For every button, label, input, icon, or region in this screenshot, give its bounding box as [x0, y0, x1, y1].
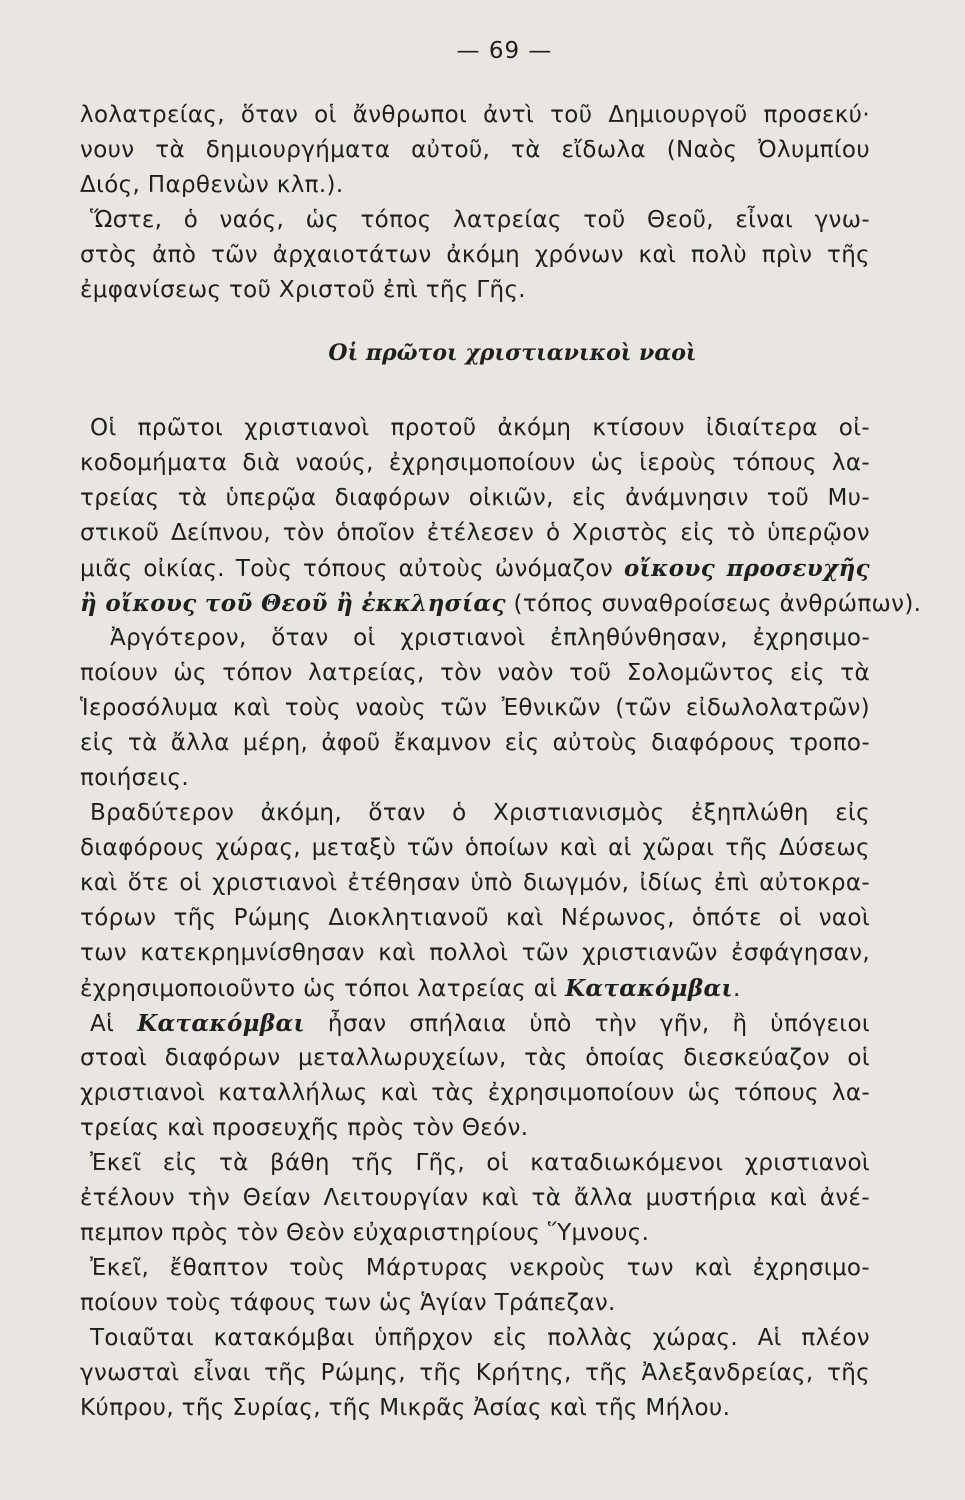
paragraph-5-line-1: Βραδύτερον ἀκόμη, ὅταν ὁ Χριστιανισμὸς ἐξηπλώθη εἰς	[90, 800, 870, 826]
katakomvai-term-2: Κατακόμβαι	[137, 1010, 306, 1037]
paragraph-7-line-1: Ἐκεῖ εἰς τὰ βάθη τῆς Γῆς, οἱ καταδιωκόμενοι χριστιανοὶ	[90, 1150, 870, 1176]
paragraph-3-line-5-text: μιᾶς οἰκίας. Τοὺς τόπους αὐτοὺς ὠνόμαζον	[80, 556, 624, 582]
paragraph-1-line-3: Διός, Παρθενὼν κλπ.).	[80, 172, 344, 198]
paragraph-2-line-1: Ὥστε, ὁ ναός, ὡς τόπος λατρείας τοῦ Θεοῦ, εἶναι γνω-	[90, 207, 870, 233]
paragraph-3-line-1: Οἱ πρῶτοι χριστιανοὶ προτοῦ ἀκόμη κτίσουν ἰδιαίτερα οἰ-	[90, 415, 870, 441]
paragraph-6-line-4: τρείας καὶ προσευχῆς πρὸς τὸν Θεόν.	[80, 1115, 529, 1141]
paragraph-6-line-1-text: ἦσαν σπήλαια ὑπὸ τὴν γῆν, ἢ ὑπόγειοι	[305, 1011, 870, 1037]
paragraph-3-line-5	[80, 554, 870, 584]
paragraph-1-line-2: νουν τὰ δημιουργήματα αὐτοῦ, τὰ εἴδωλα (Ναὸς Ὀλυμπίου	[80, 137, 870, 163]
paragraph-5-line-6-end: .	[732, 976, 741, 1002]
oikous-proseuchis-term: οἴκους προσευχῆς	[623, 555, 870, 582]
paragraph-9-line-1: Τοιαῦται κατακόμβαι ὑπῆρχον εἰς πολλὰς χώρας. Αἱ πλέον	[90, 1325, 870, 1351]
paragraph-8-line-1: Ἐκεῖ, ἔθαπτον τοὺς Μάρτυρας νεκροὺς των καὶ ἐχρησιμο-	[90, 1255, 870, 1281]
paragraph-3-line-6-text: (τόπος συναθροίσεως ἀνθρώπων).	[505, 591, 922, 617]
paragraph-5-line-2: διαφόρους χώρας, μεταξὺ τῶν ὁποίων καὶ αἱ χῶραι τῆς Δύσεως	[80, 835, 870, 861]
paragraph-7-line-2: ἐτέλουν τὴν Θείαν Λειτουργίαν καὶ τὰ ἄλλα μυστήρια καὶ ἀνέ-	[80, 1185, 870, 1211]
paragraph-2-line-2: στὸς ἀπὸ τῶν ἀρχαιοτάτων ἀκόμη χρόνων καὶ πολὺ πρὶν τῆς	[80, 242, 870, 268]
paragraph-4-line-2: ποίουν ὡς τόπον λατρείας, τὸν ναὸν τοῦ Σολομῶντος εἰς τὰ	[80, 660, 870, 686]
paragraph-4-line-3: Ἱεροσόλυμα καὶ τοὺς ναοὺς τῶν Ἐθνικῶν (τῶν εἰδωλολατρῶν)	[80, 695, 870, 721]
paragraph-4-line-4: εἰς τὰ ἄλλα μέρη, ἀφοῦ ἔκαμνον εἰς αὐτοὺς διαφόρους τροπο-	[80, 730, 870, 756]
paragraph-4-line-1: Ἀργότερον, ὅταν οἱ χριστιανοὶ ἐπληθύνθησαν, ἐχρησιμο-	[110, 625, 870, 651]
paragraph-5-line-6-text: ἐχρησιμοποιοῦντο ὡς τόποι λατρείας αἱ	[80, 976, 566, 1002]
paragraph-7-line-3: πεμπον πρὸς τὸν Θεὸν εὐχαριστηρίους Ὕμνους.	[80, 1220, 650, 1246]
section-heading: Οἱ πρῶτοι χριστιανικοὶ ναοὶ	[328, 340, 697, 366]
paragraph-3-line-4: στικοῦ Δείπνου, τὸν ὁποῖον ἐτέλεσεν ὁ Χριστὸς εἰς τὸ ὑπερῷον	[80, 520, 870, 546]
paragraph-3-line-2: κοδομήματα διὰ ναούς, ἐχρησιμοποίουν ὡς ἱεροὺς τόπους λα-	[80, 450, 870, 476]
paragraph-6-line-2: στοαὶ διαφόρων μεταλλωρυχείων, τὰς ὁποίας διεσκεύαζον οἱ	[80, 1045, 870, 1071]
katakomvai-term: Κατακόμβαι	[565, 975, 733, 1002]
paragraph-2-line-3: ἐμφανίσεως τοῦ Χριστοῦ ἐπὶ τῆς Γῆς.	[80, 277, 526, 303]
paragraph-3-line-3: τρείας τὰ ὑπερῷα διαφόρων οἰκιῶν, εἰς ἀνάμνησιν τοῦ Μυ-	[80, 485, 870, 511]
paragraph-3-line-6	[80, 589, 921, 619]
paragraph-5-line-4: τόρων τῆς Ρώμης Διοκλητιανοῦ καὶ Νέρωνος, ὁπότε οἱ ναοὶ	[80, 905, 870, 931]
paragraph-4-line-5: ποιήσεις.	[80, 765, 190, 791]
page-number: — 69 —	[456, 38, 553, 64]
paragraph-5-line-3: καὶ ὅτε οἱ χριστιανοὶ ἐτέθησαν ὑπὸ διωγμόν, ἰδίως ἐπὶ αὐτοκρα-	[80, 870, 870, 896]
paragraph-1-line-1: λολατρείας, ὅταν οἱ ἄνθρωποι ἀντὶ τοῦ Δημιουργοῦ προσεκύ·	[80, 102, 870, 128]
oikous-theou-term: ἢ οἴκους τοῦ Θεοῦ ἢ ἐκκλησίας	[80, 590, 506, 617]
paragraph-8-line-2: ποίουν τοὺς τάφους των ὡς Ἁγίαν Τράπεζαν.	[80, 1290, 616, 1316]
paragraph-9-line-3: Κύπρου, τῆς Συρίας, τῆς Μικρᾶς Ἀσίας καὶ τῆς Μήλου.	[80, 1395, 731, 1421]
paragraph-9-line-2: γνωσταὶ εἶναι τῆς Ρώμης, τῆς Κρήτης, τῆς Ἀλεξανδρείας, τῆς	[80, 1360, 870, 1386]
paragraph-6-line-1-start: Αἱ	[90, 1011, 138, 1037]
paragraph-5-line-6	[80, 974, 741, 1004]
paragraph-5-line-5: των κατεκρημνίσθησαν καὶ πολλοὶ τῶν χριστιανῶν ἐσφάγησαν,	[80, 940, 870, 966]
paragraph-6-line-1	[90, 1009, 870, 1039]
paragraph-6-line-3: χριστιανοὶ καταλλήλως καὶ τὰς ἐχρησιμοποίουν ὡς τόπους λα-	[80, 1080, 870, 1106]
